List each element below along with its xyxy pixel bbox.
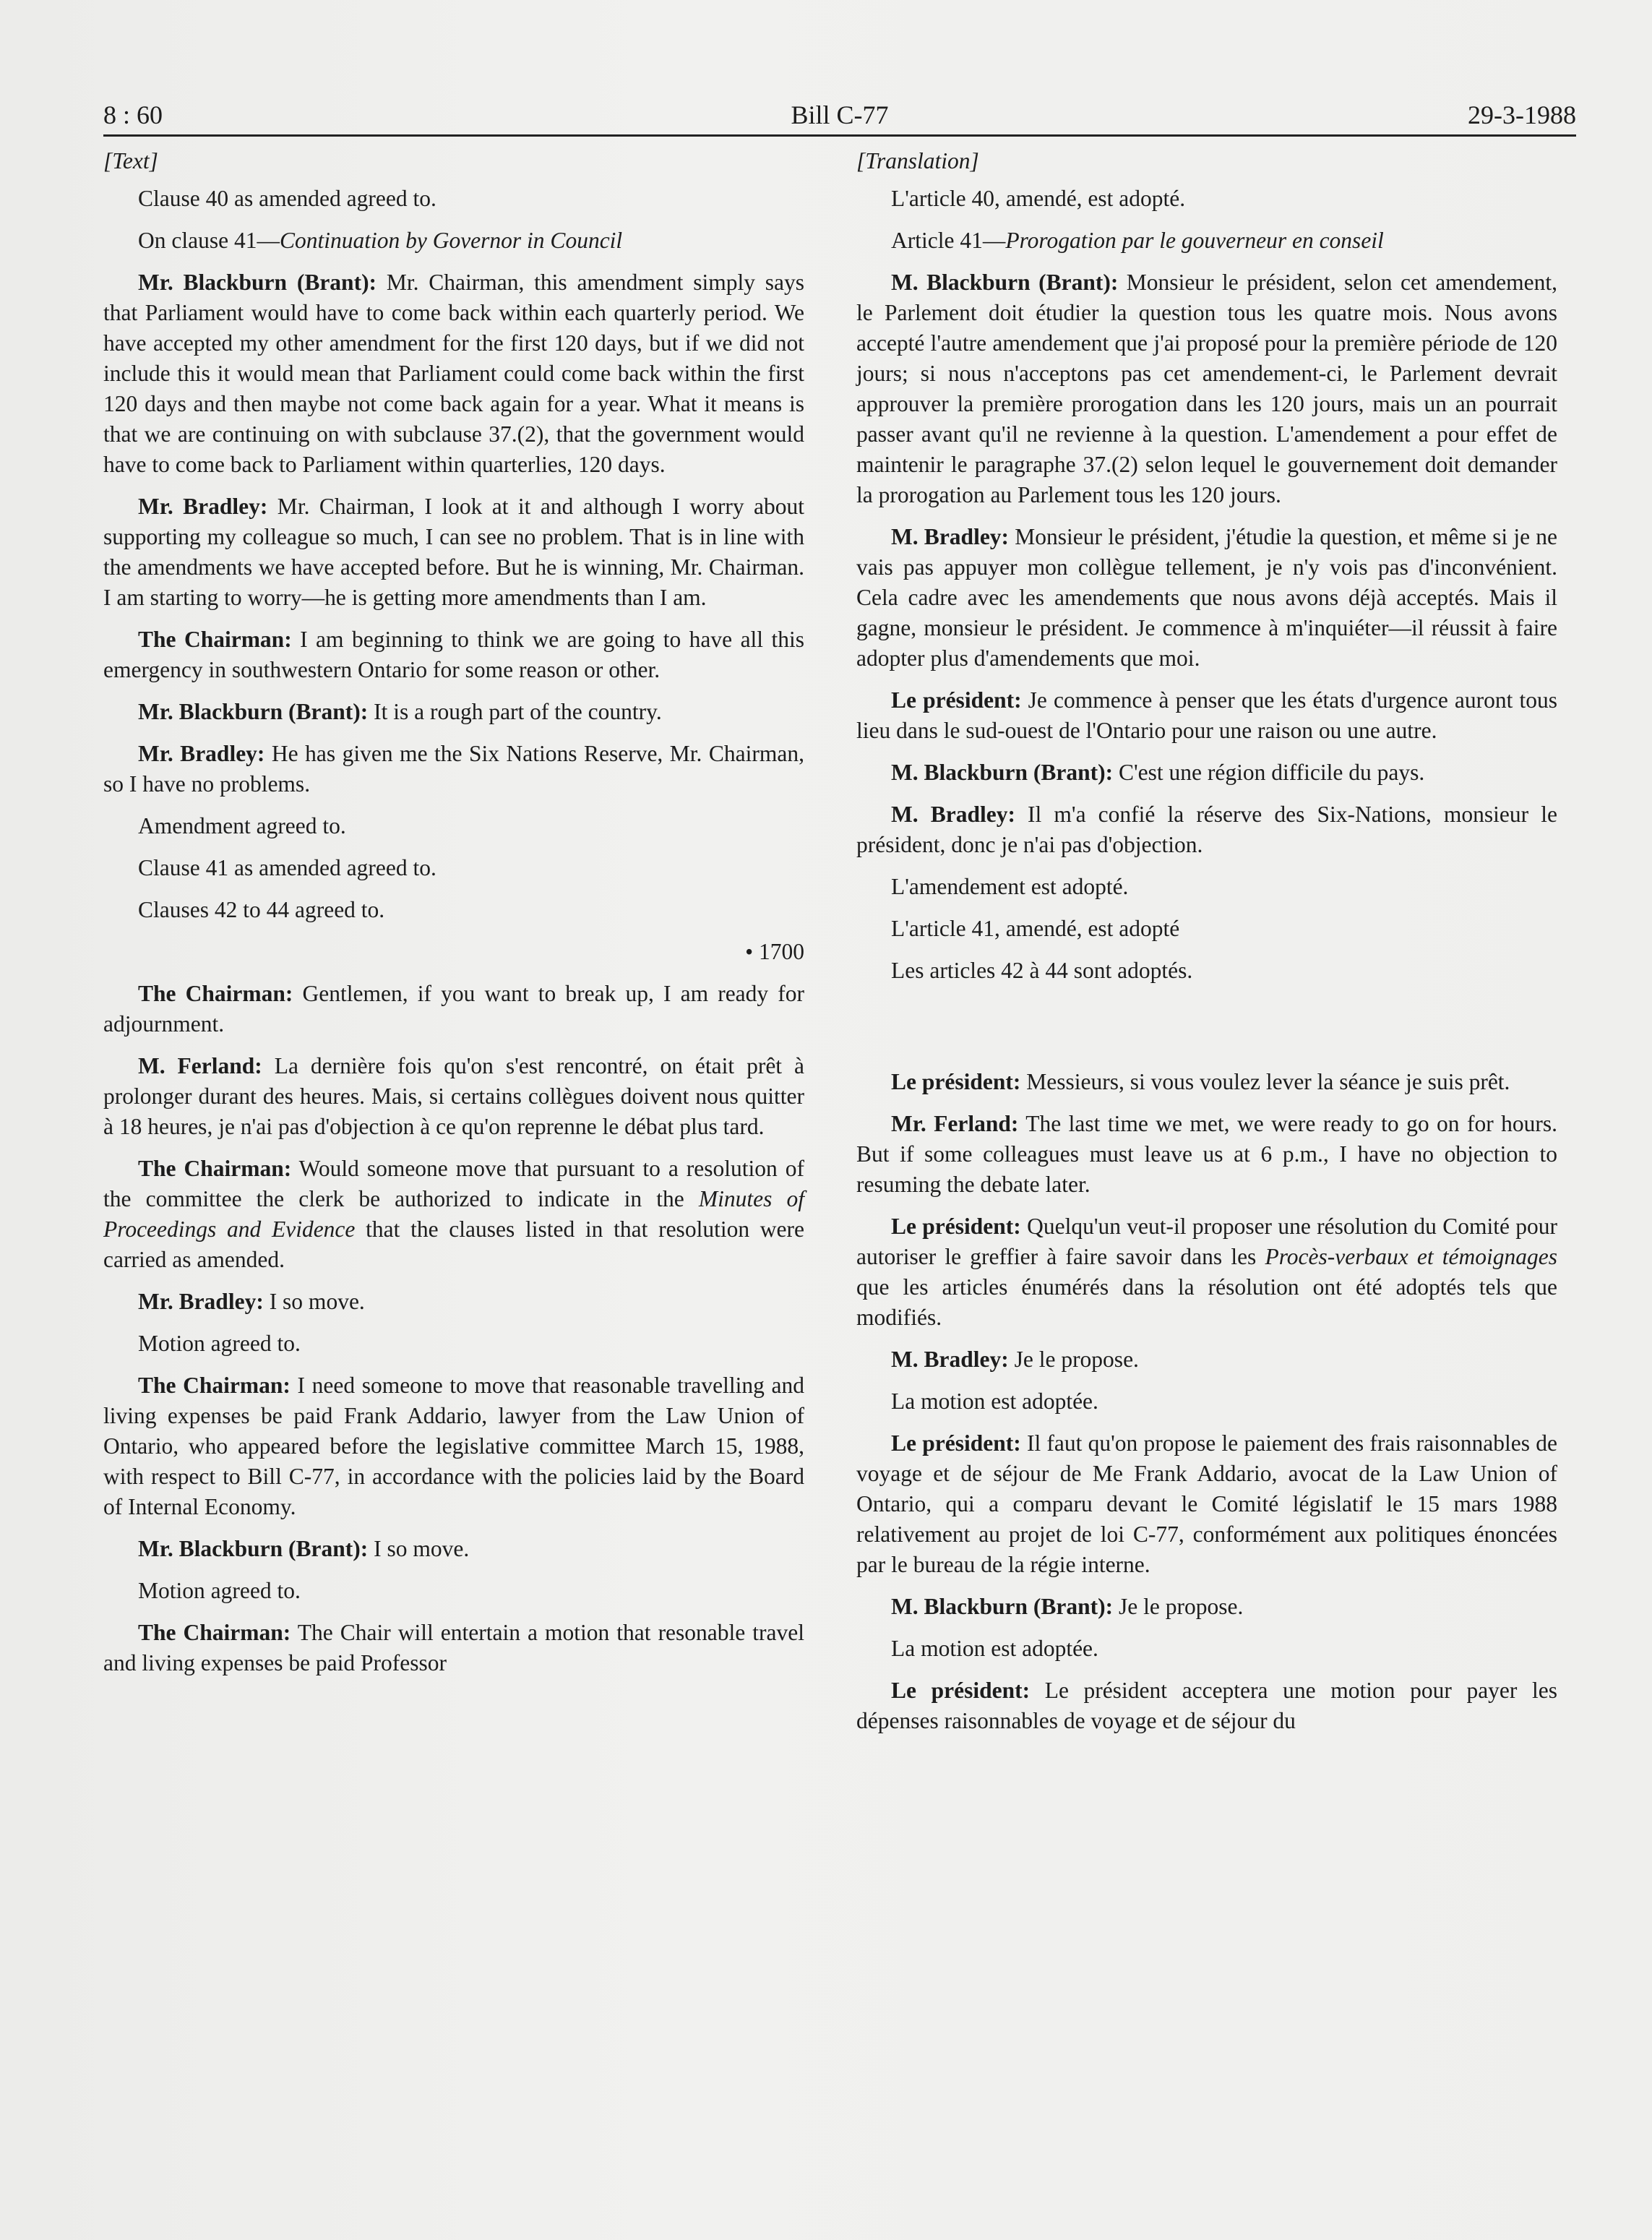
speech <box>856 1592 1557 1622</box>
page-number: 8 : 60 <box>103 100 163 129</box>
speaker: M. Bradley: <box>891 802 1015 827</box>
speech-text: que les articles énumérés dans la résolution ont été adoptés tels que modifiés. <box>856 1274 1557 1330</box>
speech <box>856 758 1557 788</box>
speaker: Mr. Ferland: <box>891 1111 1019 1136</box>
speaker: Mr. Bradley: <box>138 494 268 519</box>
speech-text: Je le propose. <box>1113 1594 1244 1619</box>
speech-text: I so move. <box>368 1536 470 1561</box>
speech-text: that the clauses listed in that resolution were carried as amended. <box>103 1216 804 1272</box>
clause-note: L'article 40, amendé, est adopté. <box>891 186 1186 211</box>
procedural-note: Clauses 42 to 44 agreed to. <box>138 897 385 922</box>
speech-text: It is a rough part of the country. <box>368 699 662 724</box>
speech <box>856 1109 1557 1200</box>
speech <box>856 267 1557 510</box>
speech-text: Monsieur le président, j'étudie la question, et même si je ne vais pas appuyer mon collègue tellement, je n'y vois pas d'inconvénient. Cela cadre avec les amendements que nous avons déjà acceptés. Mais il gagne, monsieur le président. Je commence à m'inquiéter—il réussit à faire adopter plus d'amendements que moi. <box>856 524 1557 671</box>
speech-text: La dernière fois qu'on s'est rencontré, on était prêt à prolonger durant des heures. Mais, si certains collègues doivent nous quitter à 18 heures, je n'ai pas d'objection à ce qu'on reprenne le débat plus tard. <box>103 1053 804 1139</box>
procedural-note: Clause 41 as amended agreed to. <box>138 855 436 880</box>
speech-text: Il m'a confié la réserve des Six-Nations, monsieur le président, donc je n'ai pas d'objection. <box>856 802 1557 857</box>
speech <box>103 1287 804 1317</box>
speech <box>103 267 804 480</box>
speech-text: The Chair will entertain a motion that resonable travel and living expenses be paid Professor <box>103 1620 804 1675</box>
clause-note: Clause 40 as amended agreed to. <box>138 186 436 211</box>
procedural-note: L'amendement est adopté. <box>891 874 1129 899</box>
page-header <box>103 100 1576 133</box>
speaker: Le président: <box>891 687 1022 713</box>
speech-text: He has given me the Six Nations Reserve, Mr. Chairman, so I have no problems. <box>103 741 804 797</box>
speaker: Mr. Bradley: <box>138 741 265 766</box>
speaker: M. Ferland: <box>138 1053 262 1078</box>
header-date: 29-3-1988 <box>1468 100 1576 129</box>
clause-heading-prefix: Article 41— <box>891 228 1006 253</box>
speech <box>103 1051 804 1142</box>
speech-text: Messieurs, si vous voulez lever la séance je suis prêt. <box>1020 1069 1510 1094</box>
speech <box>856 1675 1557 1736</box>
speaker: Le président: <box>891 1678 1031 1703</box>
speech-text: Le président acceptera une motion pour payer les dépenses raisonnables de voyage et de séjour du <box>856 1678 1557 1733</box>
column-spacer <box>856 997 1557 1067</box>
left-column-english <box>103 146 804 1690</box>
translation-tag: [Translation] <box>856 148 979 173</box>
speech <box>856 1344 1557 1375</box>
speaker: M. Blackburn (Brant): <box>891 270 1119 295</box>
time-marker: • 1700 <box>745 939 804 964</box>
speech <box>103 739 804 799</box>
speaker: Le président: <box>891 1214 1021 1239</box>
speaker: Le président: <box>891 1430 1021 1456</box>
clause-heading-prefix: On clause 41— <box>138 228 280 253</box>
speech-text: Would someone move that pursuant to a resolution of the committee the clerk be authorized to indicate in the <box>103 1156 804 1211</box>
speech <box>856 799 1557 860</box>
speech <box>103 1618 804 1678</box>
speech-text: Mr. Chairman, this amendment simply says that Parliament would have to come back within each quarterly period. We have accepted my other amendment for the first 120 days, but if we did not include this it would mean that Parliament could come back within the first 120 days and then maybe not come back again for a year. What it means is that we are continuing on with subclause 37.(2), that the government would have to come back to Parliament within quarterlies, 120 days. <box>103 270 804 477</box>
procedural-note: Motion agreed to. <box>138 1331 301 1356</box>
speech <box>856 1428 1557 1580</box>
speech <box>856 685 1557 746</box>
speaker: The Chairman: <box>138 981 293 1006</box>
speaker: M. Bradley: <box>891 1347 1009 1372</box>
speaker: M. Bradley: <box>891 524 1010 549</box>
text-tag: [Text] <box>103 148 158 173</box>
speech-text: C'est une région difficile du pays. <box>1113 760 1425 785</box>
procedural-note: L'article 41, amendé, est adopté <box>891 916 1180 941</box>
speech <box>103 1154 804 1275</box>
bill-title: Bill C-77 <box>791 100 889 129</box>
procedural-note: La motion est adoptée. <box>891 1636 1098 1661</box>
speaker: Mr. Blackburn (Brant): <box>138 270 377 295</box>
speech <box>856 522 1557 674</box>
speech-text: Je commence à penser que les états d'urgence auront tous lieu dans le sud-ouest de l'Ontario pour une raison ou une autre. <box>856 687 1557 743</box>
speaker: The Chairman: <box>138 1156 292 1181</box>
speech <box>103 979 804 1039</box>
procedural-note: Motion agreed to. <box>138 1578 301 1603</box>
header-rule <box>103 134 1576 137</box>
speech <box>103 1534 804 1564</box>
speaker: Le président: <box>891 1069 1021 1094</box>
speech-text: The last time we met, we were ready to go on for hours. But if some colleagues must leave us at 6 p.m., I have no objection to resuming the debate later. <box>856 1111 1557 1197</box>
speaker: M. Blackburn (Brant): <box>891 1594 1114 1619</box>
clause-heading <box>891 226 1557 256</box>
speech-text: I am beginning to think we are going to have all this emergency in southwestern Ontario for some reason or other. <box>103 627 805 682</box>
speaker: Mr. Blackburn (Brant): <box>138 1536 369 1561</box>
speech-text: Il faut qu'on propose le paiement des frais raisonnables de voyage et de séjour de Me Frank Addario, avocat de la Law Union of Ontario, qui a comparu devant le Comité législatif le 15 mars 1988 relativement au projet de loi C-77, conformément aux politiques énoncées par le bureau de la régie interne. <box>856 1430 1557 1577</box>
speaker: The Chairman: <box>138 1373 291 1398</box>
speech-text: Mr. Chairman, I look at it and although I worry about supporting my colleague so much, I can see no problem. That is in line with the amendments we have accepted before. But he is winning, Mr. Chairman. I am starting to worry—he is getting more amendments than I am. <box>103 494 805 610</box>
speaker: Mr. Bradley: <box>138 1289 264 1314</box>
speaker: M. Blackburn (Brant): <box>891 760 1114 785</box>
speech-text: Monsieur le président, selon cet amendement, le Parlement doit étudier la question tous les quatre mois. Nous avons accepté l'autre amendement que j'ai proposé pour la première période de 120 jours; si nous n'acceptons pas cet amendement-ci, le Parlement devrait approuver la première prorogation dans les 120 jours, mais un an pourrait passer avant qu'il ne revienne à la question. L'amendement a pour effet de maintenir le paragraphe 37.(2) selon lequel le gouvernement doit demander la prorogation au Parlement tous les 120 jours. <box>856 270 1557 507</box>
speech <box>103 697 804 727</box>
speech-text: Quelqu'un veut-il proposer une résolution du Comité pour autoriser le greffier à faire savoir dans les <box>856 1214 1558 1269</box>
speaker: Mr. Blackburn (Brant): <box>138 699 369 724</box>
speech-text: Je le propose. <box>1008 1347 1139 1372</box>
speech-text: I so move. <box>263 1289 365 1314</box>
speech <box>856 1067 1557 1097</box>
clause-heading-title: Continuation by Governor in Council <box>279 228 623 253</box>
procedural-note: La motion est adoptée. <box>891 1389 1098 1414</box>
speech <box>103 492 804 613</box>
speech-text: Gentlemen, if you want to break up, I am ready for adjournment. <box>103 981 805 1037</box>
speech-title: Procès-verbaux et témoignages <box>1265 1244 1557 1269</box>
procedural-note: Amendment agreed to. <box>138 813 346 838</box>
speech <box>103 625 804 685</box>
speech-title: Minutes of Proceedings and Evidence <box>103 1186 804 1242</box>
speech <box>856 1211 1557 1333</box>
speech-text: I need someone to move that reasonable travelling and living expenses be paid Frank Addario, lawyer from the Law Union of Ontario, who appeared before the legislative committee March 15, 1988, with respect to Bill C-77, in accordance with the policies laid by the Board of Internal Economy. <box>103 1373 804 1519</box>
procedural-note: Les articles 42 à 44 sont adoptés. <box>891 958 1193 983</box>
clause-heading-title: Prorogation par le gouverneur en conseil <box>1005 228 1384 253</box>
speaker: The Chairman: <box>138 627 292 652</box>
speaker: The Chairman: <box>138 1620 291 1645</box>
right-column-french <box>856 146 1557 1748</box>
speech <box>103 1370 804 1522</box>
clause-heading <box>138 226 804 256</box>
